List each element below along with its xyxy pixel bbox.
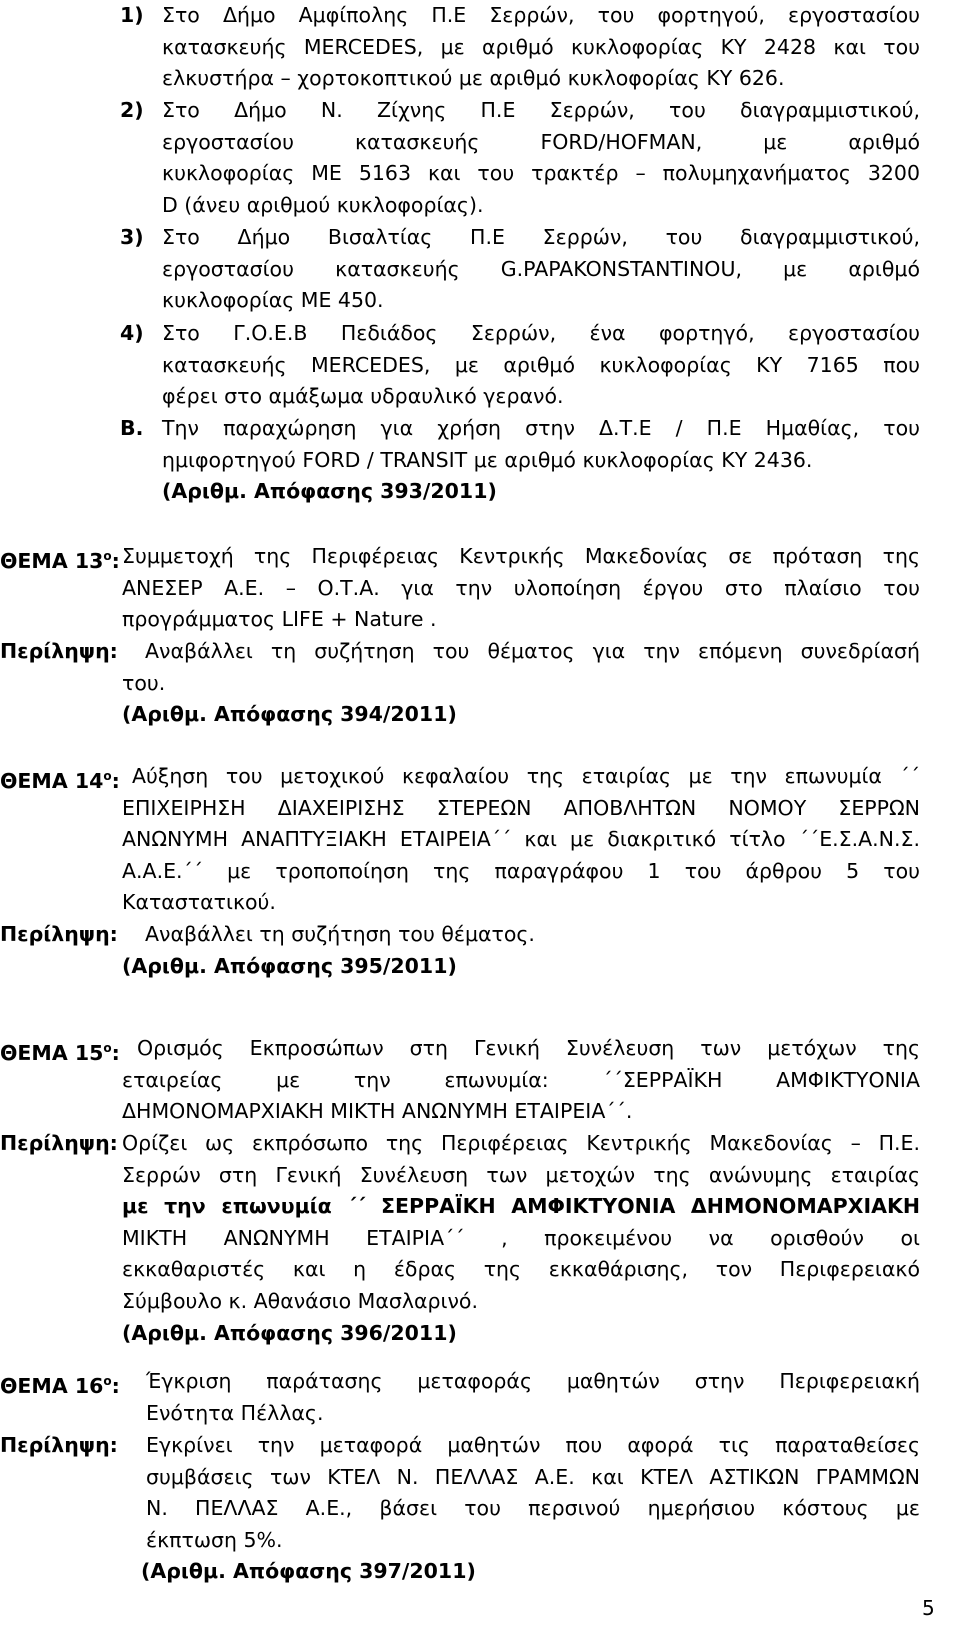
topic-heading: ΘΕΜΑ $16^o$: xyxy=(0,1373,120,1398)
summary-text-line: του. xyxy=(122,670,166,695)
section-b-text-line: ημιφορτηγού FORD / TRANSIT με αριθμό κυκλοφορίας ΚΥ 2436. xyxy=(162,447,813,472)
decision-number: (Αριθμ. Απόφασης 394/2011) xyxy=(122,702,457,727)
item-text-line: Στο Γ.Ο.Ε.Β Πεδιάδος Σερρών, ένα φορτηγό, εργοστασίου xyxy=(162,321,920,345)
summary-text-line: έκπτωση 5%. xyxy=(146,1527,283,1552)
topic-title-line: Α.Α.Ε.΄΄ με τροποποίηση της παραγράφου 1 του άρθρου 5 του xyxy=(122,858,920,883)
item-text-line: εργοστασίου κατασκευής G.PAPAKONSTANTINOU, με αριθμό xyxy=(162,256,920,281)
summary-text-line: Σερρών στη Γενική Συνέλευση των μετοχών της ανώνυμης εταιρίας xyxy=(122,1162,920,1187)
item-text-line: φέρει στο αμάξωμα υδραυλικό γερανό. xyxy=(162,384,564,409)
topic-heading: ΘΕΜΑ $13^o$: xyxy=(0,548,120,573)
item-text-line: Στο Δήμο Αμφίπολης Π.Ε Σερρών, του φορτηγού, εργοστασίου xyxy=(162,3,920,27)
summary-label: Περίληψη: xyxy=(0,639,118,663)
list-item-number: 3) xyxy=(120,225,144,249)
item-text-line: κατασκευής MERCEDES, με αριθμό κυκλοφορίας ΚΥ 7165 που xyxy=(162,352,920,377)
topic-title-line: εταιρείας με την επωνυμία: ΄΄ΣΕΡΡΑΪΚΗ ΑΜΦΙΚΤΥΟΝΙΑ xyxy=(122,1067,920,1092)
topic-heading: ΘΕΜΑ $15^o$: xyxy=(0,1040,120,1065)
section-b-label: Β. xyxy=(120,416,144,440)
summary-text-line: Σύμβουλο κ. Αθανάσιο Μασλαρινό. xyxy=(122,1288,478,1313)
summary-label: Περίληψη: xyxy=(0,1433,118,1457)
list-item-number: 2) xyxy=(120,98,144,122)
page-number: 5 xyxy=(922,1596,935,1620)
decision-number: (Αριθμ. Απόφασης 393/2011) xyxy=(162,479,497,504)
summary-text-line: ΜΙΚΤΗ ΑΝΩΝΥΜΗ ΕΤΑΙΡΙΑ΄΄ , προκειμένου να ορισθούν οι xyxy=(122,1225,920,1250)
list-item-number: 1) xyxy=(120,3,144,27)
section-b-text-line: Την παραχώρηση για χρήση στην Δ.Τ.Ε / Π.Ε Ημαθίας, του xyxy=(162,416,920,440)
item-text-line: κατασκευής MERCEDES, με αριθμό κυκλοφορίας ΚΥ 2428 και του xyxy=(162,34,920,59)
topic-title-line: Αύξηση του μετοχικού κεφαλαίου της εταιρίας με την επωνυμία ΄΄ xyxy=(132,764,920,788)
topic-title-line: προγράμματος LIFE + Nature . xyxy=(122,607,437,632)
summary-text-line: συμβάσεις των ΚΤΕΛ Ν. ΠΕΛΛΑΣ Α.Ε. και ΚΤΕΛ ΑΣΤΙΚΩΝ ΓΡΑΜΜΩΝ xyxy=(146,1464,920,1489)
topic-title-line: Ενότητα Πέλλας. xyxy=(146,1400,324,1425)
topic-title-line: ΑΝΩΝΥΜΗ ΑΝΑΠΤΥΞΙΑΚΗ ΕΤΑΙΡΕΙΑ΄΄ και με διακριτικό τίτλο ΄΄Ε.Σ.Α.Ν.Σ. xyxy=(122,827,920,852)
item-text-line: Στο Δήμο Βισαλτίας Π.Ε Σερρών, του διαγραμμιστικού, xyxy=(162,225,920,249)
summary-text-line: Αναβάλλει τη συζήτηση του θέματος για την επόμενη συνεδρίασή xyxy=(145,639,920,663)
topic-title-line: ΕΠΙΧΕΙΡΗΣΗ ΔΙΑΧΕΙΡΙΣΗΣ ΣΤΕΡΕΩΝ ΑΠΟΒΛΗΤΩΝ ΝΟΜΟΥ ΣΕΡΡΩΝ xyxy=(122,795,920,820)
topic-title-line: ΑΝΕΣΕΡ Α.Ε. – Ο.Τ.Α. για την υλοποίηση έργου στο πλαίσιο του xyxy=(122,575,920,600)
item-text-line: Στο Δήμο Ν. Ζίχνης Π.Ε Σερρών, του διαγραμμιστικού, xyxy=(162,98,920,122)
topic-title-line: Συμμετοχή της Περιφέρειας Κεντρικής Μακεδονίας σε πρόταση της xyxy=(122,544,920,568)
item-text-line: κυκλοφορίας ΜΕ 5163 και του τρακτέρ – πολυμηχανήματος 3200 xyxy=(162,161,920,186)
summary-label: Περίληψη: xyxy=(0,922,118,946)
summary-text-line: Εγκρίνει την μεταφορά μαθητών που αφορά τις παραταθείσες xyxy=(146,1433,920,1457)
summary-text-line: Αναβάλλει τη συζήτηση του θέματος. xyxy=(145,922,535,946)
item-text-line: ελκυστήρα – χορτοκοπτικού με αριθμό κυκλοφορίας ΚΥ 626. xyxy=(162,66,785,91)
topic-heading: ΘΕΜΑ $14^o$: xyxy=(0,768,120,793)
summary-text-line: με την επωνυμία ΄΄ ΣΕΡΡΑΪΚΗ ΑΜΦΙΚΤΥΟΝΙΑ ΔΗΜΟΝΟΜΑΡΧΙΑΚΗ xyxy=(122,1194,920,1219)
topic-title-line: Καταστατικού. xyxy=(122,890,276,915)
list-item-number: 4) xyxy=(120,321,144,345)
decision-number: (Αριθμ. Απόφασης 395/2011) xyxy=(122,953,457,978)
summary-label: Περίληψη: xyxy=(0,1131,118,1155)
summary-text-line: Ν. ΠΕΛΛΑΣ Α.Ε., βάσει του περσινού ημερήσιου κόστους με xyxy=(146,1496,920,1521)
summary-text-line: Ορίζει ως εκπρόσωπο της Περιφέρειας Κεντρικής Μακεδονίας – Π.Ε. xyxy=(122,1131,920,1155)
item-text-line: εργοστασίου κατασκευής FORD/HOFMAN, με αριθμό xyxy=(162,129,920,154)
item-text-line: κυκλοφορίας ΜΕ 450. xyxy=(162,288,384,313)
decision-number: (Αριθμ. Απόφασης 396/2011) xyxy=(122,1320,457,1345)
topic-title-line: Έγκριση παράτασης μεταφοράς μαθητών στην Περιφερειακή xyxy=(146,1369,920,1393)
decision-number: (Αριθμ. Απόφασης 397/2011) xyxy=(141,1559,476,1584)
topic-title-line: ΔΗΜΟΝΟΜΑΡΧΙΑΚΗ ΜΙΚΤΗ ΑΝΩΝΥΜΗ ΕΤΑΙΡΕΙΑ΄΄. xyxy=(122,1099,633,1124)
summary-text-line: εκκαθαριστές και η έδρας της εκκαθάρισης, τον Περιφερειακό xyxy=(122,1257,920,1282)
topic-title-line: Ορισμός Εκπροσώπων στη Γενική Συνέλευση των μετόχων της xyxy=(137,1036,920,1060)
item-text-line: D (άνευ αριθμού κυκλοφορίας). xyxy=(162,192,484,217)
